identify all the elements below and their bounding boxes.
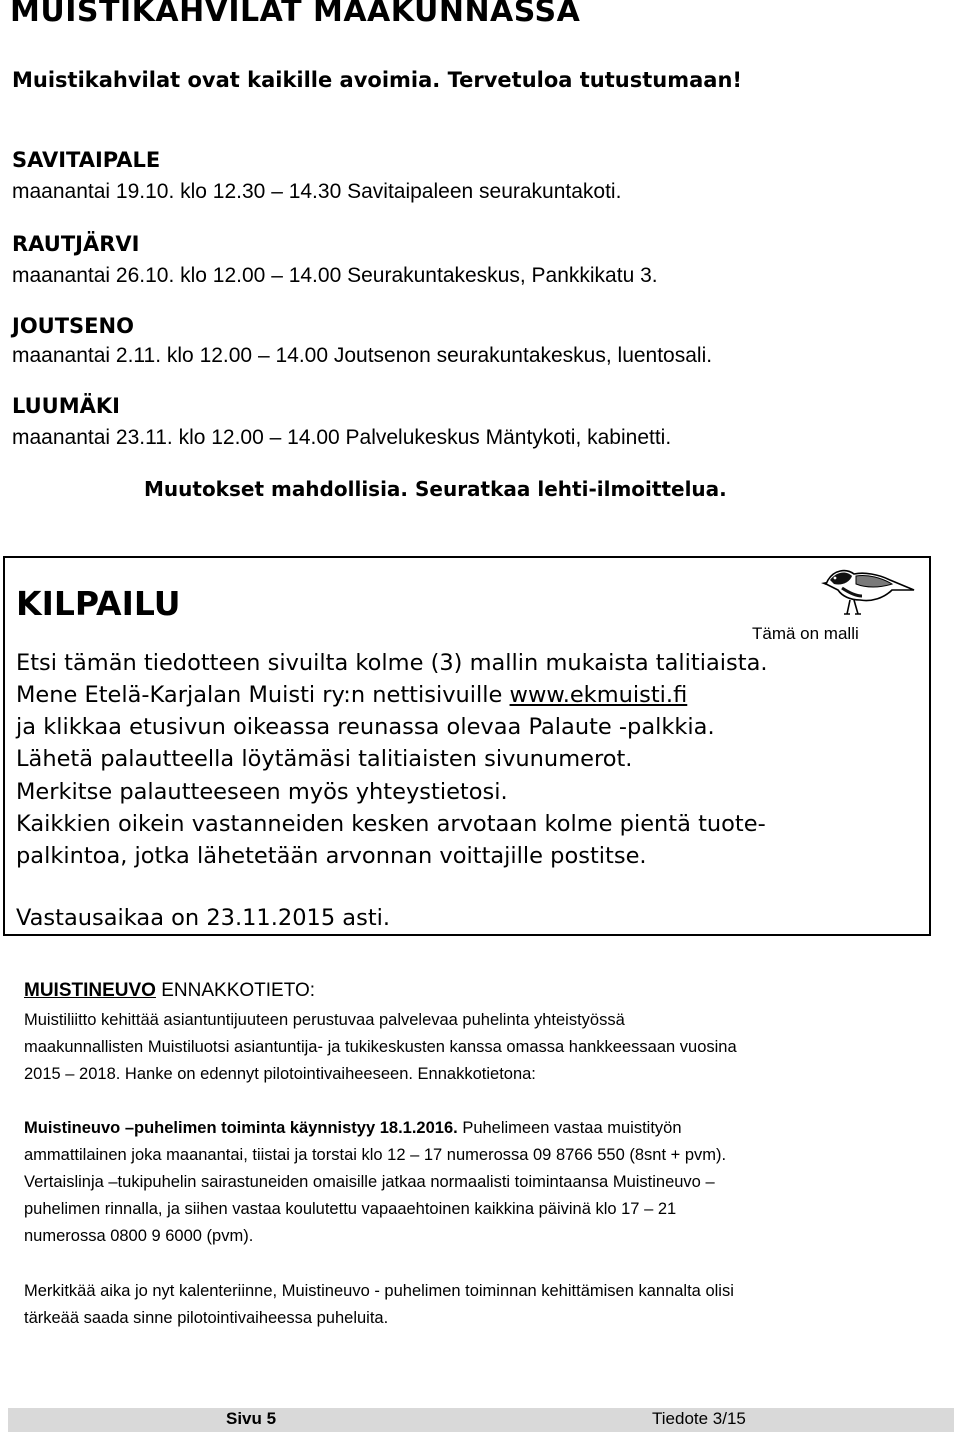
page-title: MUISTIKAHVILAT MAAKUNNASSA xyxy=(10,0,581,29)
muistineuvo-text-line: 2015 – 2018. Hanke on edennyt pilotointivaiheeseen. Ennakkotietona: xyxy=(24,1065,536,1083)
bird-caption: Tämä on malli xyxy=(752,624,859,643)
muistineuvo-text-line: Merkitkää aika jo nyt kalenteriinne, Muistineuvo - puhelimen toiminnan kehittämisen kannalta olisi xyxy=(24,1282,734,1300)
town-name-savitaipale: SAVITAIPALE xyxy=(12,148,161,172)
muistineuvo-heading-bold: MUISTINEUVO xyxy=(24,980,156,1001)
bird-icon xyxy=(820,562,916,618)
kilpailu-line: ja klikkaa etusivun oikeassa reunassa olevaa Palaute -palkkia. xyxy=(16,714,715,740)
kilpailu-line: Kaikkien oikein vastanneiden kesken arvotaan kolme pientä tuote- xyxy=(16,811,766,837)
muistineuvo-text-line: Muistiliitto kehittää asiantuntijuuteen perustuvaa palvelevaa puhelinta yhteistyössä xyxy=(24,1011,625,1029)
town-detail-rautjarvi: maanantai 26.10. klo 12.00 – 14.00 Seurakuntakeskus, Pankkikatu 3. xyxy=(12,264,658,287)
changes-note: Muutokset mahdollisia. Seuratkaa lehti-ilmoittelua. xyxy=(144,477,727,501)
kilpailu-title: KILPAILU xyxy=(16,584,181,623)
town-name-luumaki: LUUMÄKI xyxy=(12,394,120,418)
muistineuvo-text-line: ammattilainen joka maanantai, tiistai ja torstai klo 12 – 17 numerossa 09 8766 550 (8snt + pvm). xyxy=(24,1146,727,1164)
footer-page-number: Sivu 5 xyxy=(226,1409,277,1428)
muistineuvo-text-line: Vertaislinja –tukipuhelin sairastuneiden omaisille jatkaa normaalisti toimintaansa Muistineuvo – xyxy=(24,1173,715,1191)
kilpailu-line: Merkitse palautteeseen myös yhteystietosi. xyxy=(16,779,508,805)
muistineuvo-heading xyxy=(24,980,315,1002)
ekmuisti-link[interactable]: www.ekmuisti.fi xyxy=(509,682,688,708)
muistineuvo-text-line: tärkeää saada sinne pilotointivaiheessa puheluita. xyxy=(24,1309,389,1327)
muistineuvo-start-date: Muistineuvo –puhelimen toiminta käynnistyy 18.1.2016. xyxy=(24,1119,458,1137)
town-detail-joutseno: maanantai 2.11. klo 12.00 – 14.00 Joutsenon seurakuntakeskus, luentosali. xyxy=(12,344,713,367)
kilpailu-deadline: Vastausaikaa on 23.11.2015 asti. xyxy=(16,905,391,931)
muistineuvo-text-line xyxy=(24,1119,682,1138)
muistineuvo-heading-rest: ENNAKKOTIETO: xyxy=(155,980,316,1001)
town-name-joutseno: JOUTSENO xyxy=(12,314,134,338)
kilpailu-line xyxy=(16,682,687,708)
kilpailu-line: Lähetä palautteella löytämäsi talitiaisten sivunumerot. xyxy=(16,746,633,772)
town-detail-luumaki: maanantai 23.11. klo 12.00 – 14.00 Palvelukeskus Mäntykoti, kabinetti. xyxy=(12,426,672,449)
kilpailu-line: Etsi tämän tiedotteen sivuilta kolme (3) mallin mukaista talitiaista. xyxy=(16,650,768,676)
kilpailu-line: palkintoa, jotka lähetetään arvonnan voittajille postitse. xyxy=(16,843,647,869)
muistineuvo-text-line: puhelimen rinnalla, ja siihen vastaa koulutettu vapaaehtoinen kaikkina päivinä klo 17 – 21 xyxy=(24,1200,677,1218)
kilpailu-line-text: Mene Etelä-Karjalan Muisti ry:n nettisivuille xyxy=(16,682,503,708)
muistineuvo-text-rest: Puhelimeen vastaa muistityön xyxy=(457,1119,682,1137)
footer-bar xyxy=(8,1408,954,1432)
footer-issue: Tiedote 3/15 xyxy=(652,1409,746,1428)
intro-text: Muistikahvilat ovat kaikille avoimia. Tervetuloa tutustumaan! xyxy=(12,68,742,92)
town-detail-savitaipale: maanantai 19.10. klo 12.30 – 14.30 Savitaipaleen seurakuntakoti. xyxy=(12,180,622,203)
town-name-rautjarvi: RAUTJÄRVI xyxy=(12,232,140,256)
muistineuvo-text-line: maakunnallisten Muistiluotsi asiantuntija- ja tukikeskusten kanssa omassa hankkeessaan vuosina xyxy=(24,1038,737,1056)
muistineuvo-text-line: numerossa 0800 9 6000 (pvm). xyxy=(24,1227,254,1245)
